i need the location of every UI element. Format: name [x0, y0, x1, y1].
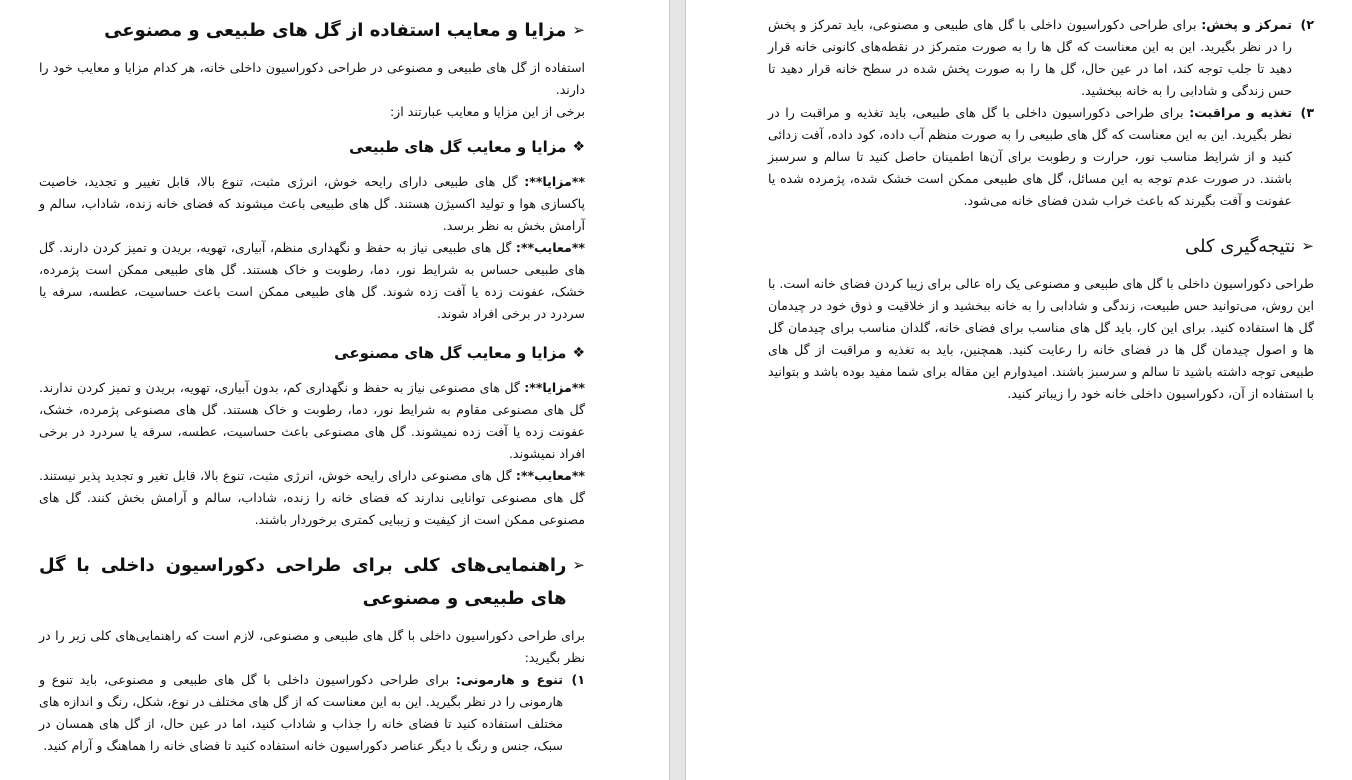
list-item-label: تغذیه و مراقبت:: [1189, 105, 1292, 120]
artificial-pros-paragraph: **مزایا**: گل های مصنوعی نیاز به حفظ و نگهداری کم، بدون آبیاری، تهویه، بریدن و تمیز کردن ندارند. گل های مصنوعی مقاوم به شرایط نور، دما، رطوبت و خاک هستند. گل های مصنوعی پژمرده، خشک، عفونت زده یا آفت زده نمیشوند. گل های مصنوعی باعث حساسیت، عطسه، سرفه یا سردرد در برخی افراد نمیشوند.: [39, 380, 585, 461]
list-item: ۳) تغذیه و مراقبت: برای طراحی دکوراسیون داخلی با گل های طبیعی، باید تغذیه و مراقبت را در نظر بگیرید. این به این معناست که گل های طبیعی را به صورت منظم آب داده، کود داده، آفت زدائی کنید و از شرایط مناسب نور، حرارت و رطوبت برای آن‌ها اطمینان حاصل کنید تا سالم و سرسبز باشند. در صورت عدم توجه به این مسائل، گل های طبیعی ممکن است خشک شده، پژمرده شده یا عفونت و آفت بگیرند که باعث خراب شدن فضای خانه می‌شود.: [768, 102, 1314, 212]
document-page-left[interactable]: [0, 0, 669, 780]
diamond-bullet-icon: ❖: [572, 345, 585, 361]
intro-paragraph: استفاده از گل های طبیعی و مصنوعی در طراحی دکوراسیون داخلی خانه، هر کدام مزایا و معایب خود را دارند.: [39, 60, 585, 97]
intro-paragraph-2: برخی از این مزایا و معایب عبارتند از:: [389, 104, 585, 119]
pros-label: **مزایا**:: [524, 380, 585, 395]
document-page-right[interactable]: [686, 0, 1352, 780]
arrow-bullet-icon: ➢: [1301, 237, 1314, 255]
list-number: ۲): [1300, 17, 1314, 32]
page-divider-left: [669, 0, 670, 780]
list-item: ۱) تنوع و هارمونی: برای طراحی دکوراسیون داخلی با گل های طبیعی و مصنوعی، باید تنوع و هارمونی را در نظر بگیرید. این به این معناست که از گل های مختلف در نوع، شکل، رنگ و اندازه های مختلف استفاده کنید تا فضای خانه را جذاب و شاداب کنید، اما در عین حال، از گل های همسان در سبک، جنس و رنگ با دیگر عناصر دکوراسیون خانه استفاده کنید تا فضای خانه را هماهنگ و آرام کنید.: [39, 669, 585, 757]
list-number: ۱): [571, 672, 585, 687]
heading-natural-flowers: ❖ مزایا و معایب گل های طبیعی: [39, 133, 585, 161]
heading-guidelines: ➢ راهنمایی‌های کلی برای طراحی دکوراسیون داخلی با گل های طبیعی و مصنوعی: [39, 549, 585, 615]
guidelines-list-continued: [768, 14, 1314, 212]
heading-pros-cons: ➢ مزایا و معایب استفاده از گل های طبیعی و مصنوعی: [39, 14, 585, 47]
arrow-bullet-icon: ➢: [572, 556, 585, 574]
artificial-cons-paragraph: **معایب**: گل های مصنوعی دارای رایحه خوش، انرژی مثبت، تنوع بالا، قابل تغیر و تجدید پذیر نیستند. گل های مصنوعی توانایی ندارند که فضای خانه را زنده، شاداب، سالم و آرامش بخش کنند. گل های مصنوعی ممکن است از کیفیت و زیبایی کمتری برخوردار باشند.: [39, 468, 585, 527]
list-item-label: تنوع و هارمونی:: [455, 672, 563, 687]
pros-label: **مزایا**:: [524, 174, 585, 189]
diamond-bullet-icon: ❖: [572, 139, 585, 155]
cons-label: **معایب**:: [515, 468, 585, 483]
list-item: ۲) تمرکز و پخش: برای طراحی دکوراسیون داخلی با گل های طبیعی و مصنوعی، باید تمرکز و پخش را در نظر بگیرید. این به این معناست که گل ها را به صورت متمرکز در نقطه‌های کانونی خانه قرار دهید تا جلب توجه کند، اما در عین حال، گل ها را به صورت پخش شده در سطح خانه قرار دهید تا حس زندگی و شادابی را به خانه ببخشید.: [768, 14, 1314, 102]
list-number: ۳): [1300, 105, 1314, 120]
heading-artificial-flowers: ❖ مزایا و معایب گل های مصنوعی: [39, 339, 585, 367]
natural-cons-paragraph: **معایب**: گل های طبیعی نیاز به حفظ و نگهداری منظم، آبیاری، تهویه، بریدن و تمیز کردن دارند. گل های طبیعی حساس به شرایط نور، دما، رطوبت و خاک هستند. گل های طبیعی ممکن است پژمرده، خشک، عفونت زده یا آفت زده شوند. گل های طبیعی ممکن است باعث حساسیت، عطسه، سرفه یا سردرد در برخی افراد شوند.: [39, 240, 585, 321]
natural-pros-paragraph: **مزایا**: گل های طبیعی دارای رایحه خوش، انرژی مثبت، تنوع بالا، قابل تغییر و تجدید، خاصیت پاکسازی هوا و تولید اکسیژن هستند. گل های طبیعی باعث میشوند که فضای خانه زنده، شاداب، سالم و آرامش بخش به نظر برسد.: [39, 174, 585, 233]
heading-conclusion: ➢ نتیجه‌گیری کلی: [768, 230, 1314, 263]
conclusion-paragraph: طراحی دکوراسیون داخلی با گل های طبیعی و مصنوعی یک راه عالی برای زیبا کردن فضای خانه است. با این روش، می‌توانید حس طبیعت، زندگی و شادابی را به خانه ببخشید و از خلاقیت و ذوق خود در چیدمان گل ها استفاده کنید. برای این کار، باید گل های مناسب برای فضای خانه، گلدان مناسب برای چیدمان گل ها و اصول چیدمان گل ها در فضای خانه را رعایت کنید. همچنین، باید به تغذیه و مراقبت از گل های طبیعی توجه داشته باشید تا سالم و سرسبز باشند. امیدوارم این مقاله برای شما مفید بوده باشد و بتوانید با استفاده از آن، دکوراسیون داخلی خانه خود را زیباتر کنید.: [768, 276, 1314, 401]
cons-label: **معایب**:: [515, 240, 585, 255]
guidelines-intro-paragraph: برای طراحی دکوراسیون داخلی با گل های طبیعی و مصنوعی، لازم است که راهنمایی‌های کلی زیر را در نظر بگیرید:: [39, 628, 585, 665]
guidelines-list: [39, 669, 585, 757]
arrow-bullet-icon: ➢: [572, 21, 585, 39]
list-item-label: تمرکز و پخش:: [1201, 17, 1292, 32]
